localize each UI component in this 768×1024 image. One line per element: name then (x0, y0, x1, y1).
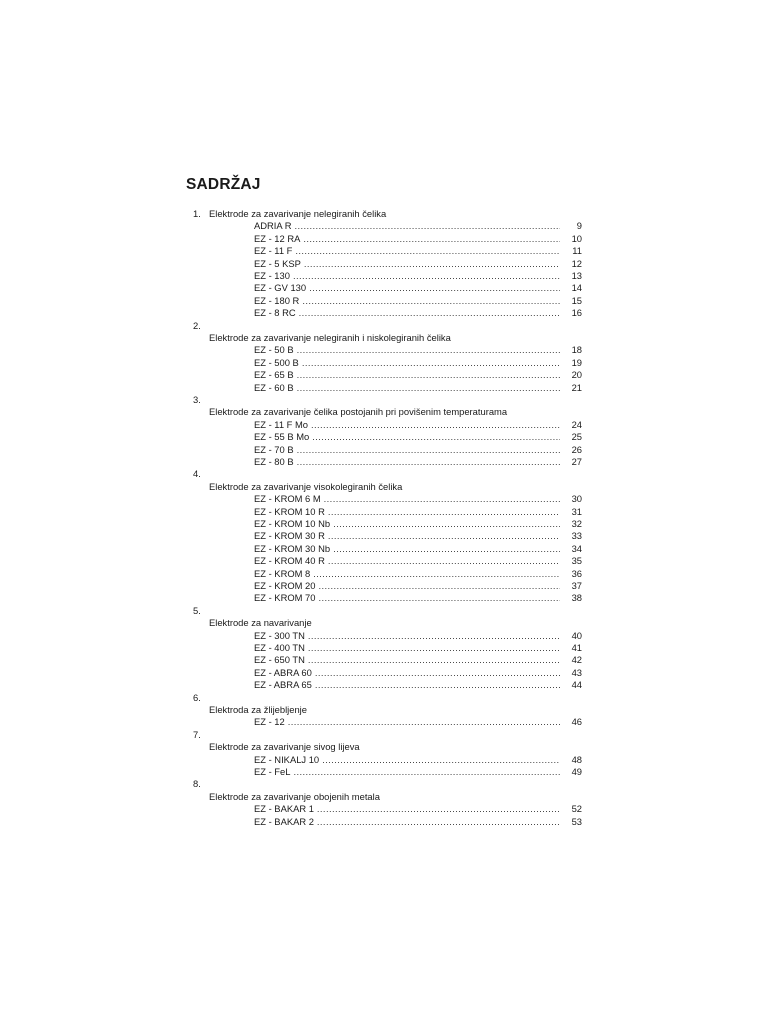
toc-section-title-row (0, 791, 768, 803)
entry-page-number: 27 (571, 456, 582, 467)
entry-name: EZ - 130 ..... (254, 270, 560, 282)
entry-name: EZ - 180 R ..... (254, 295, 560, 307)
entry-name: EZ - 70 B ..... (254, 444, 560, 456)
entry-page-number: 52 (571, 803, 582, 815)
toc-section-title-row (0, 332, 768, 344)
entry-name: EZ - 5 KSP ..... (254, 258, 560, 270)
toc-entry[interactable] (0, 344, 768, 356)
section-title: Elektrode za navarivanje (209, 617, 312, 629)
section-title: Elektrode za zavarivanje čelika postojanih pri povišenim temperaturama (209, 406, 508, 418)
section-title: Elektrode za zavarivanje obojenih metala (209, 790, 380, 802)
entry-name: EZ - KROM 10 Nb ..... (254, 518, 560, 530)
toc-entry[interactable] (0, 642, 768, 654)
entry-page-number: 26 (571, 443, 582, 455)
toc-entry[interactable] (0, 555, 768, 567)
toc-entry[interactable] (0, 233, 768, 245)
entry-page-number: 35 (571, 555, 582, 567)
entry-page-number: 9 (576, 220, 582, 232)
entry-page-number: 40 (571, 629, 582, 641)
entry-name: EZ - KROM 6 M ..... (254, 493, 560, 505)
entry-page-number: 13 (571, 270, 582, 281)
section-title: Elektroda za žlijebljenje (209, 704, 307, 715)
section-title: Elektrode za zavarivanje sivog lijeva (209, 741, 360, 753)
entry-page-number: 30 (571, 493, 582, 505)
toc-entry[interactable] (0, 258, 768, 270)
toc-entry[interactable] (0, 431, 768, 443)
toc-entry[interactable] (0, 506, 768, 518)
entry-page-number: 19 (571, 356, 582, 368)
entry-page-number: 53 (571, 815, 582, 827)
toc-entry[interactable] (0, 816, 768, 828)
entry-name: EZ - 650 TN ..... (254, 654, 560, 666)
entry-name: EZ - 500 B ..... (254, 357, 560, 369)
entry-page-number: 15 (571, 294, 582, 306)
section-number: 2. (193, 319, 201, 331)
section-number: 4. (193, 468, 201, 480)
toc-entry[interactable] (0, 716, 768, 728)
entry-name: EZ - 65 B ..... (254, 369, 560, 381)
toc-entry[interactable] (0, 295, 768, 307)
toc-entry[interactable] (0, 282, 768, 294)
toc-entry[interactable] (0, 667, 768, 679)
toc-entry[interactable] (0, 630, 768, 642)
entry-name: EZ - KROM 30 Nb ..... (254, 543, 560, 555)
entry-page-number: 38 (571, 592, 582, 604)
entry-name: EZ - 12 RA ..... (254, 233, 560, 245)
toc-section-title-row (0, 406, 768, 418)
entry-name: EZ - 300 TN ..... (254, 630, 560, 642)
entry-name: EZ - 50 B ..... (254, 344, 560, 356)
entry-page-number: 44 (571, 679, 582, 691)
entry-page-number: 31 (571, 505, 582, 517)
toc-section-title-row (0, 741, 768, 753)
entry-name: EZ - ABRA 65 ..... (254, 679, 560, 691)
entry-name: EZ - 60 B ..... (254, 382, 560, 394)
toc-entry[interactable] (0, 580, 768, 592)
entry-name: EZ - 12 ..... (254, 716, 560, 728)
toc-section-number-row (0, 320, 768, 332)
entry-page-number: 46 (571, 716, 582, 728)
section-number: 8. (193, 778, 201, 790)
entry-page-number: 11 (572, 245, 582, 257)
entry-name: EZ - KROM 20 ..... (254, 580, 560, 592)
section-number: 6. (193, 691, 201, 703)
entry-name: EZ - 11 F ..... (254, 245, 560, 257)
entry-page-number: 41 (571, 642, 582, 653)
entry-name: EZ - BAKAR 2 ..... (254, 816, 560, 828)
toc-section-number-row (0, 468, 768, 480)
toc-section-number-row (0, 692, 768, 704)
entry-page-number: 37 (571, 580, 582, 591)
toc-entry[interactable] (0, 654, 768, 666)
entry-page-number: 33 (571, 530, 582, 542)
toc-section-title-row (0, 617, 768, 629)
section-title: Elektrode za zavarivanje nelegiranih i niskolegiranih čelika (209, 332, 451, 343)
entry-name: EZ - BAKAR 1 ..... (254, 803, 560, 815)
toc-section-number-row (0, 394, 768, 406)
entry-page-number: 42 (571, 654, 582, 666)
toc-entry[interactable] (0, 568, 768, 580)
toc-entry[interactable] (0, 245, 768, 257)
toc-section-heading (0, 208, 768, 220)
toc-entry[interactable] (0, 307, 768, 319)
section-number: 3. (193, 394, 201, 405)
toc-entry[interactable] (0, 220, 768, 232)
toc-entry[interactable] (0, 270, 768, 282)
toc-entry[interactable] (0, 357, 768, 369)
section-number: 7. (193, 728, 201, 740)
entry-page-number: 18 (571, 344, 582, 356)
toc-section-number-row (0, 729, 768, 741)
entry-page-number: 34 (571, 542, 582, 554)
entry-page-number: 36 (571, 567, 582, 579)
entry-page-number: 12 (571, 257, 582, 269)
toc-section-title-row (0, 704, 768, 716)
entry-name: EZ - ABRA 60 ..... (254, 667, 560, 679)
toc-entry[interactable] (0, 530, 768, 542)
entry-page-number: 49 (571, 766, 582, 777)
toc-entry[interactable] (0, 543, 768, 555)
entry-page-number: 48 (571, 753, 582, 765)
toc-entry[interactable] (0, 518, 768, 530)
toc-entry[interactable] (0, 754, 768, 766)
toc-section-number-row (0, 605, 768, 617)
section-number: 1. (193, 208, 201, 219)
entry-page-number: 10 (571, 232, 582, 244)
page-title: SADRŽAJ (186, 176, 261, 193)
entry-page-number: 16 (571, 307, 582, 319)
entry-name: EZ - 11 F Mo ..... (254, 419, 560, 431)
section-title: Elektrode za zavarivanje visokolegiranih čelika (209, 480, 403, 492)
entry-name: EZ - KROM 40 R ..... (254, 555, 560, 567)
toc-entry[interactable] (0, 444, 768, 456)
entry-page-number: 25 (571, 431, 582, 443)
entry-name: EZ - KROM 70 ..... (254, 592, 560, 604)
entry-name: EZ - FeL ..... (254, 766, 560, 778)
toc-entry[interactable] (0, 493, 768, 505)
entry-name: EZ - KROM 10 R ..... (254, 506, 560, 518)
toc-section-number-row (0, 778, 768, 790)
entry-page-number: 14 (571, 282, 582, 294)
entry-name: EZ - 55 B Mo ..... (254, 431, 560, 443)
toc-entry[interactable] (0, 766, 768, 778)
entry-name: EZ - 80 B ..... (254, 456, 560, 468)
entry-page-number: 20 (571, 369, 582, 381)
entry-name: EZ - 400 TN ..... (254, 642, 560, 654)
entry-page-number: 32 (571, 518, 582, 529)
toc-entry[interactable] (0, 382, 768, 394)
toc-entry[interactable] (0, 369, 768, 381)
entry-name: EZ - KROM 8 ..... (254, 568, 560, 580)
entry-name: EZ - GV 130 ..... (254, 282, 560, 294)
toc-entry[interactable] (0, 456, 768, 468)
entry-name: EZ - 8 RC ..... (254, 307, 560, 319)
entry-name: EZ - NIKALJ 10 ..... (254, 754, 560, 766)
toc-entry[interactable] (0, 679, 768, 691)
entry-page-number: 21 (571, 381, 582, 393)
entry-page-number: 24 (571, 418, 582, 430)
section-title: Elektrode za zavarivanje nelegiranih čelika (209, 208, 387, 219)
toc-entry[interactable] (0, 419, 768, 431)
toc-entry[interactable] (0, 803, 768, 815)
entry-page-number: 43 (571, 666, 582, 678)
entry-name: EZ - KROM 30 R ..... (254, 530, 560, 542)
entry-name: ADRIA R ..... (254, 220, 560, 232)
section-number: 5. (193, 604, 201, 616)
toc-entry[interactable] (0, 592, 768, 604)
toc-section-title-row (0, 481, 768, 493)
